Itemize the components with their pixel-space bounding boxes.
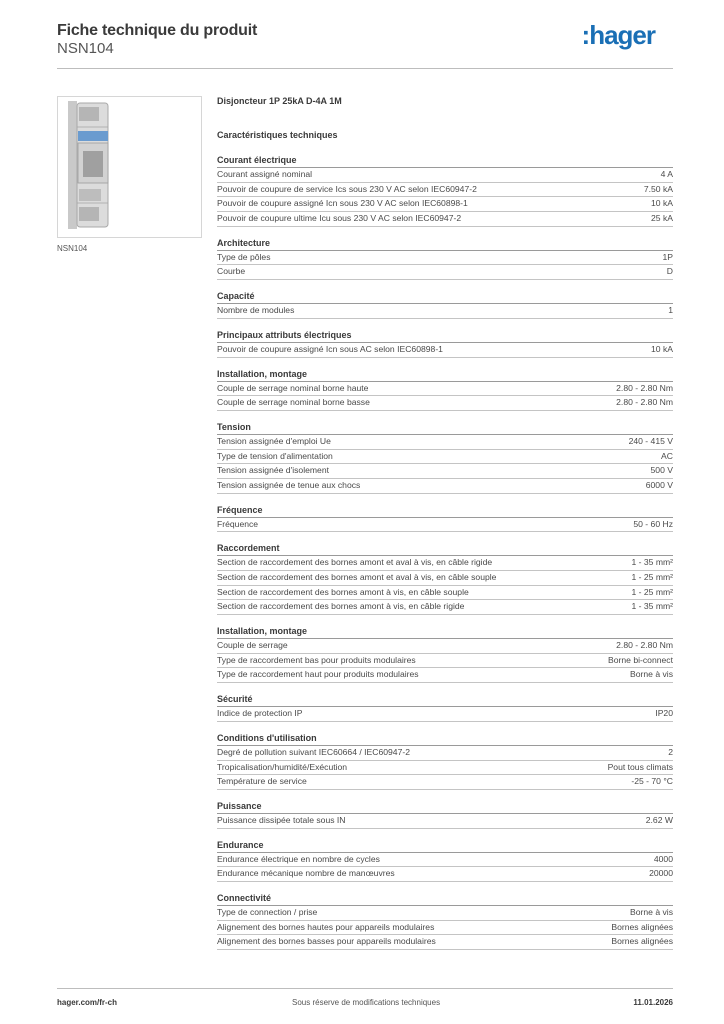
spec-value: Borne à vis — [630, 906, 673, 917]
spec-value: 2 — [668, 746, 673, 757]
section-title: Architecture — [217, 237, 673, 251]
spec-row — [217, 382, 673, 397]
spec-row — [217, 814, 673, 829]
spec-value: 10 kA — [651, 198, 673, 209]
spec-row — [217, 600, 673, 615]
spec-row — [217, 183, 673, 198]
disclaimer: Sous réserve de modifications techniques — [292, 998, 441, 1007]
spec-label: Pouvoir de coupure assigné Icn sous AC selon IEC60898-1 — [217, 343, 443, 354]
spec-row — [217, 571, 673, 586]
product-reference: NSN104 — [57, 40, 114, 57]
spec-label: Endurance électrique en nombre de cycles — [217, 853, 380, 864]
spec-label: Section de raccordement des bornes amont et aval à vis, en câble souple — [217, 572, 497, 582]
spec-section — [217, 329, 673, 358]
spec-row — [217, 197, 673, 212]
section-title: Connectivité — [217, 892, 673, 906]
spec-row — [217, 479, 673, 494]
spec-value: 1P — [662, 251, 673, 262]
spec-label: Type de raccordement haut pour produits modulaires — [217, 669, 419, 680]
spec-value: 6000 V — [645, 479, 673, 490]
spec-value: D — [666, 266, 673, 277]
spec-section — [217, 368, 673, 411]
spec-section — [217, 421, 673, 494]
spec-section — [217, 154, 673, 227]
spec-row — [217, 343, 673, 358]
spec-section — [217, 237, 673, 280]
spec-content — [217, 96, 673, 950]
spec-value: -25 - 70 °C — [631, 776, 673, 787]
spec-section — [217, 542, 673, 615]
header-divider — [57, 68, 673, 69]
spec-label: Tension assignée d'emploi Ue — [217, 435, 331, 446]
spec-value: 500 V — [650, 465, 673, 476]
section-title: Installation, montage — [217, 625, 673, 639]
product-name: Disjoncteur 1P 25kA D-4A 1M — [217, 96, 342, 106]
spec-label: Tropicalisation/humidité/Exécution — [217, 761, 348, 772]
spec-label: Section de raccordement des bornes amont à vis, en câble rigide — [217, 601, 465, 612]
spec-value: Borne à vis — [630, 669, 673, 680]
spec-label: Courant assigné nominal — [217, 169, 313, 179]
spec-value: 1 - 25 mm² — [631, 572, 673, 582]
spec-row — [217, 746, 673, 761]
spec-section — [217, 693, 673, 722]
page-title: Fiche technique du produit — [57, 22, 258, 39]
spec-section — [217, 504, 673, 533]
spec-value: 1 — [668, 305, 673, 316]
section-title: Puissance — [217, 800, 673, 814]
page-header — [57, 20, 673, 68]
spec-value: 4 A — [660, 169, 673, 179]
spec-value: 1 - 35 mm² — [631, 601, 673, 612]
spec-row — [217, 435, 673, 450]
spec-value: 1 - 35 mm² — [631, 557, 673, 568]
spec-row — [217, 906, 673, 921]
product-image — [57, 96, 202, 238]
section-title: Tension — [217, 421, 673, 435]
spec-value: 2.80 - 2.80 Nm — [616, 397, 673, 408]
spec-row — [217, 586, 673, 601]
spec-label: Type de connection / prise — [217, 906, 318, 917]
spec-label: Section de raccordement des bornes amont et aval à vis, en câble rigide — [217, 557, 493, 568]
hager-logo: :hager — [581, 20, 655, 50]
spec-value: 2.80 - 2.80 Nm — [616, 382, 673, 393]
spec-row — [217, 654, 673, 669]
section-title: Fréquence — [217, 504, 673, 518]
spec-label: Courbe — [217, 266, 246, 277]
spec-row — [217, 707, 673, 722]
spec-value: 2.80 - 2.80 Nm — [616, 640, 673, 651]
spec-row — [217, 168, 673, 183]
spec-value: Bornes alignées — [611, 921, 673, 932]
spec-label: Type de tension d'alimentation — [217, 450, 333, 461]
spec-value: 25 kA — [651, 213, 673, 224]
spec-section — [217, 290, 673, 319]
spec-label: Tension assignée d'isolement — [217, 465, 329, 476]
spec-label: Type de raccordement bas pour produits modulaires — [217, 654, 416, 665]
spec-row — [217, 304, 673, 319]
spec-row — [217, 775, 673, 790]
spec-label: Température de service — [217, 776, 307, 787]
spec-section — [217, 839, 673, 882]
spec-value: Pout tous climats — [607, 761, 673, 772]
spec-row — [217, 464, 673, 479]
spec-value: IP20 — [655, 708, 673, 719]
spec-row — [217, 921, 673, 936]
spec-label: Pouvoir de coupure assigné Icn sous 230 V AC selon IEC60898-1 — [217, 198, 468, 209]
spec-value: 10 kA — [651, 343, 673, 354]
spec-label: Tension assignée de tenue aux chocs — [217, 479, 361, 490]
spec-row — [217, 668, 673, 683]
spec-row — [217, 935, 673, 950]
spec-row — [217, 251, 673, 266]
section-title: Conditions d'utilisation — [217, 732, 673, 746]
section-title: Endurance — [217, 839, 673, 853]
spec-value: Bornes alignées — [611, 936, 673, 947]
spec-value: 50 - 60 Hz — [633, 518, 673, 529]
section-title: Sécurité — [217, 693, 673, 707]
spec-label: Type de pôles — [217, 251, 271, 262]
image-caption: NSN104 — [57, 244, 88, 253]
section-title: Courant électrique — [217, 154, 673, 168]
spec-row — [217, 639, 673, 654]
tech-specs-heading: Caractéristiques techniques — [217, 130, 338, 140]
section-title: Installation, montage — [217, 368, 673, 382]
spec-value: AC — [661, 450, 673, 461]
section-title: Raccordement — [217, 542, 673, 556]
spec-label: Couple de serrage nominal borne haute — [217, 382, 369, 393]
spec-section — [217, 732, 673, 790]
spec-value: 20000 — [649, 868, 673, 879]
spec-label: Indice de protection IP — [217, 708, 303, 719]
spec-sections — [217, 154, 673, 950]
website-link[interactable]: hager.com/fr-ch — [57, 998, 118, 1007]
spec-label: Nombre de modules — [217, 305, 295, 316]
spec-value: 7.50 kA — [643, 183, 673, 194]
circuit-breaker-illustration — [58, 97, 201, 237]
spec-value: 2.62 W — [645, 814, 673, 825]
spec-row — [217, 212, 673, 227]
spec-label: Puissance dissipée totale sous IN — [217, 814, 346, 825]
spec-row — [217, 450, 673, 465]
spec-label: Fréquence — [217, 518, 259, 529]
spec-label: Couple de serrage nominal borne basse — [217, 397, 370, 408]
spec-row — [217, 867, 673, 882]
spec-label: Alignement des bornes basses pour appareils modulaires — [217, 936, 436, 947]
spec-row — [217, 518, 673, 533]
spec-label: Pouvoir de coupure ultime Icu sous 230 V AC selon IEC60947-2 — [217, 213, 462, 224]
spec-label: Alignement des bornes hautes pour appareils modulaires — [217, 921, 435, 932]
spec-label: Endurance mécanique nombre de manœuvres — [217, 868, 395, 879]
spec-label: Pouvoir de coupure de service Ics sous 230 V AC selon IEC60947-2 — [217, 183, 477, 194]
spec-row — [217, 761, 673, 776]
spec-section — [217, 800, 673, 829]
spec-label: Couple de serrage — [217, 640, 288, 651]
spec-row — [217, 556, 673, 571]
spec-value: Borne bi-connect — [608, 654, 673, 665]
document-date: 11.01.2026 — [633, 998, 673, 1007]
spec-row — [217, 265, 673, 280]
spec-section — [217, 625, 673, 683]
spec-value: 1 - 25 mm² — [631, 586, 673, 597]
spec-label: Section de raccordement des bornes amont à vis, en câble souple — [217, 586, 469, 597]
spec-value: 240 - 415 V — [628, 435, 673, 446]
section-title: Capacité — [217, 290, 673, 304]
section-title: Principaux attributs électriques — [217, 329, 673, 343]
spec-row — [217, 853, 673, 868]
footer-divider — [57, 988, 673, 989]
spec-row — [217, 396, 673, 411]
spec-label: Degré de pollution suivant IEC60664 / IEC60947-2 — [217, 746, 411, 757]
spec-value: 4000 — [653, 853, 673, 864]
spec-section — [217, 892, 673, 950]
